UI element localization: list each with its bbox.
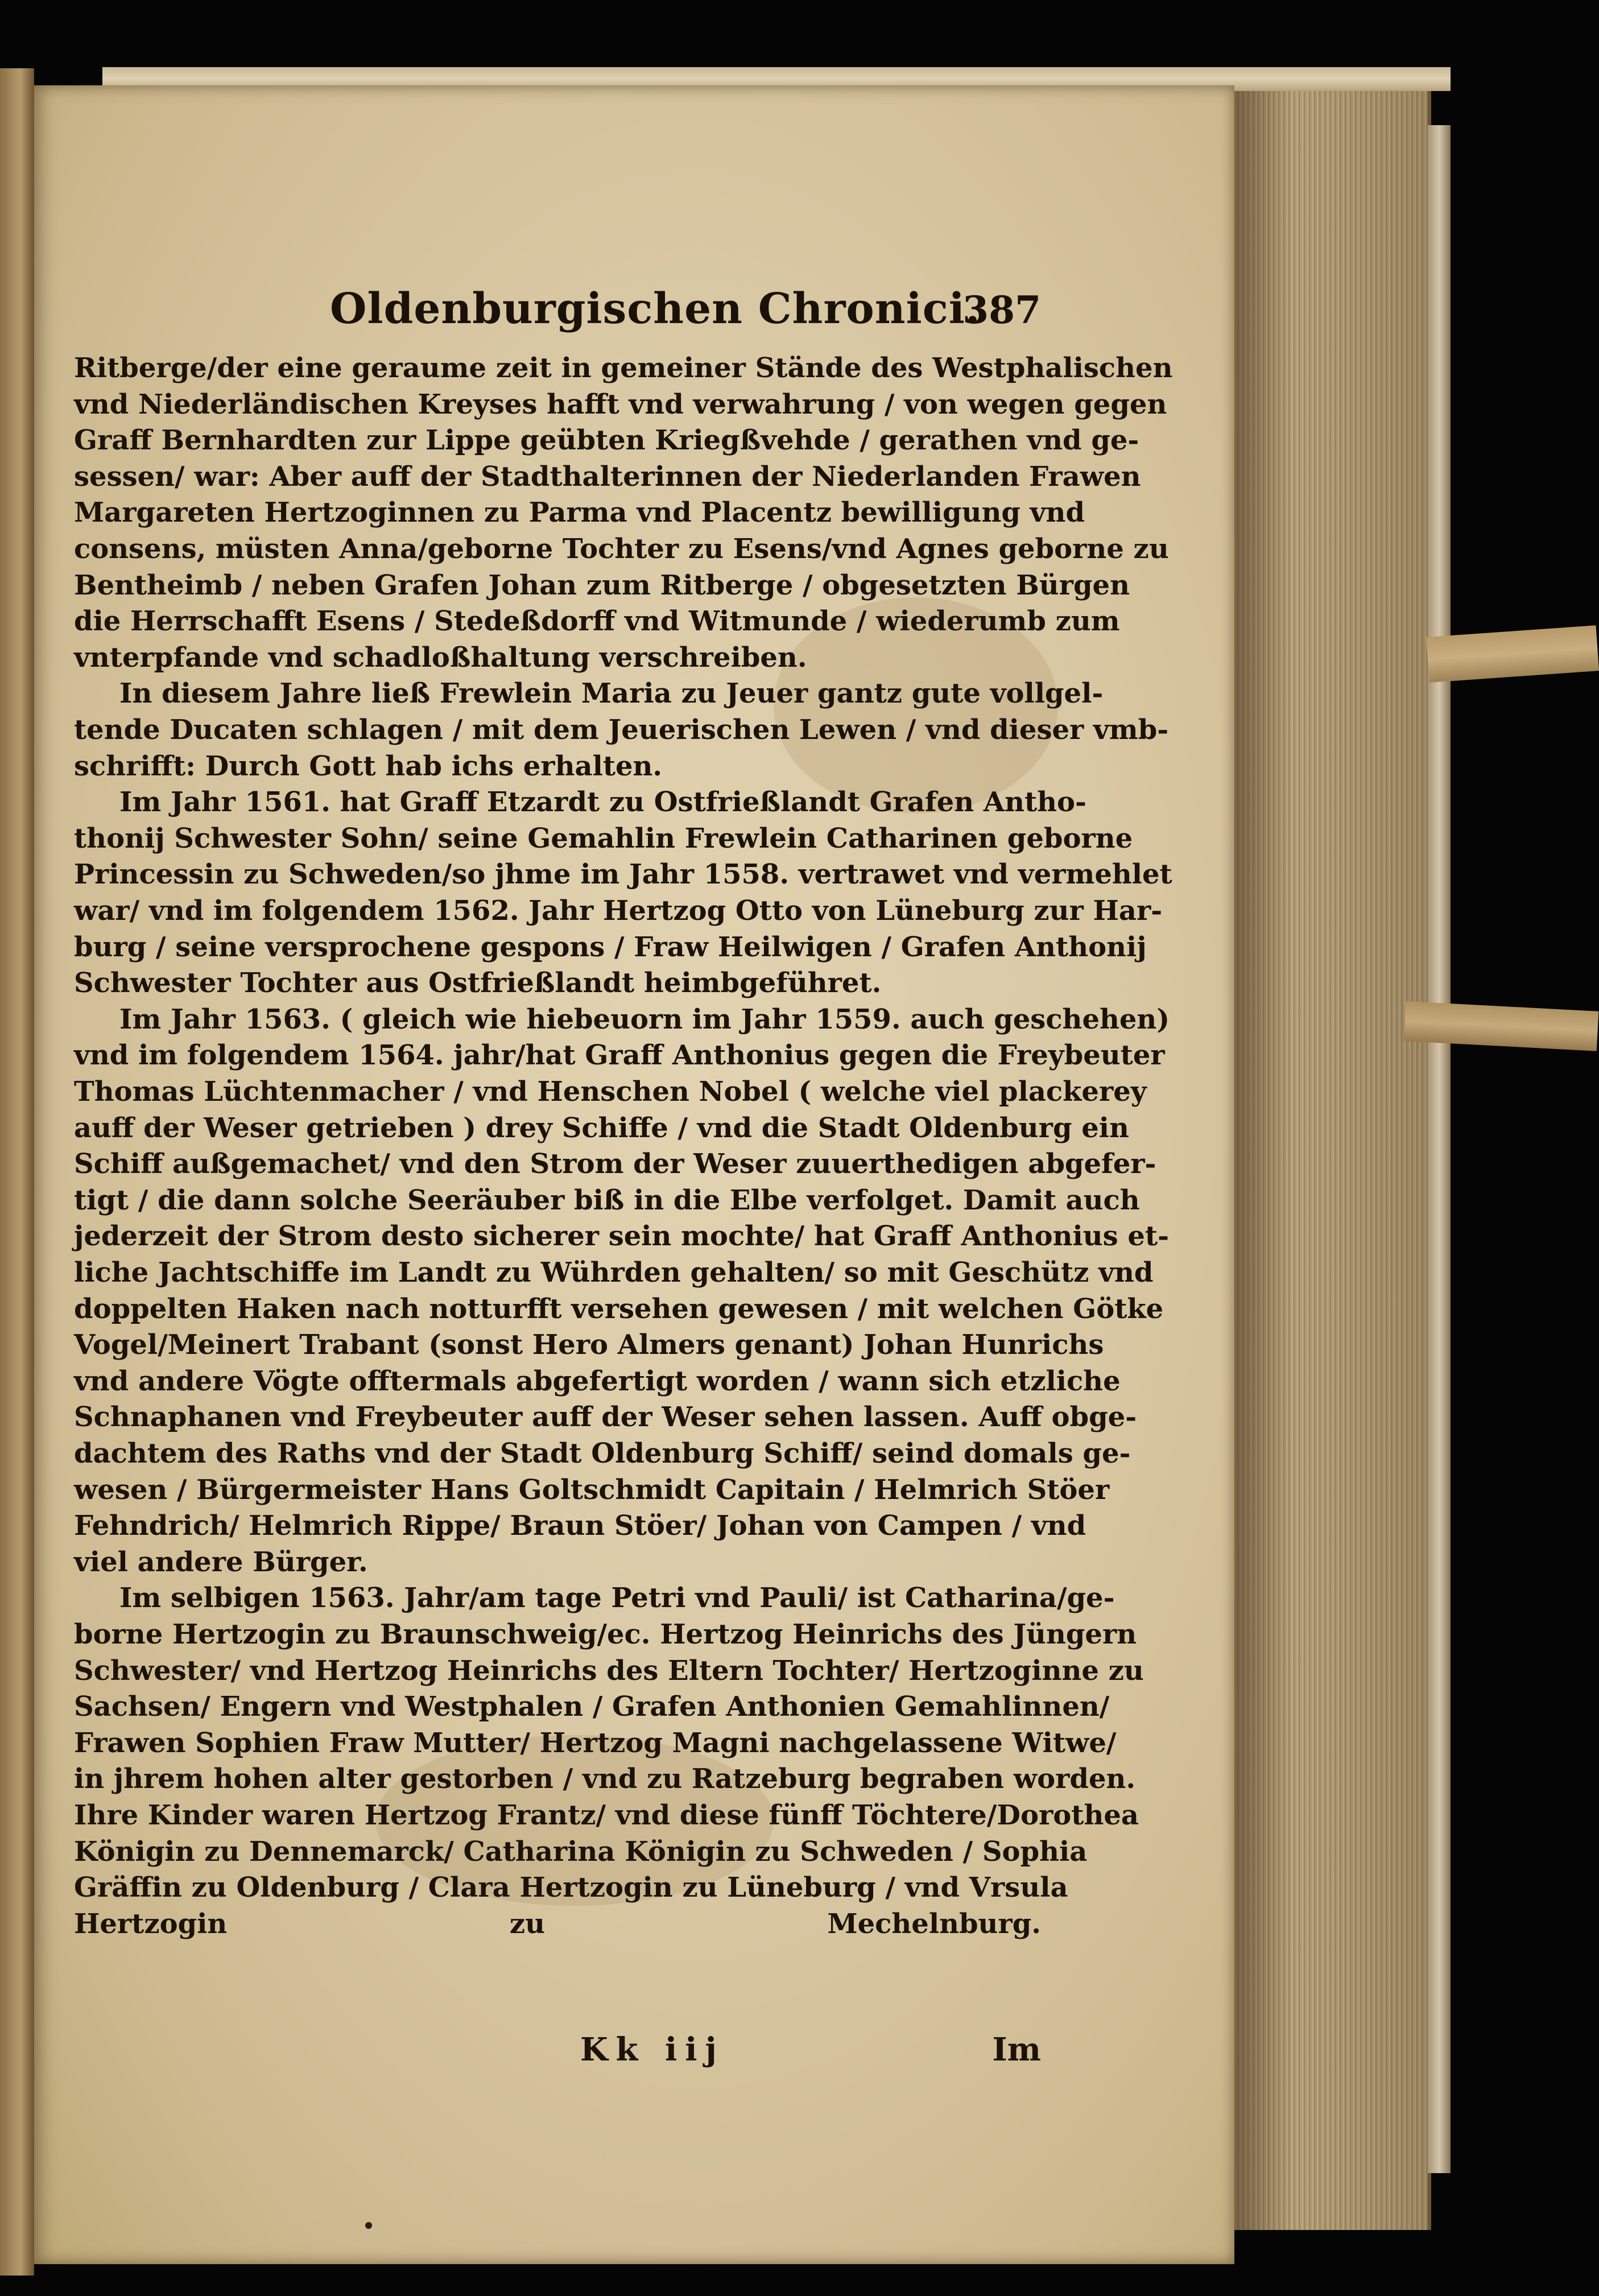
text-line: schrifft: Durch Gott hab ichs erhalten. — [74, 750, 663, 782]
text-line: wesen / Bürgermeister Hans Goltschmidt Capitain / Helmrich Stöer — [74, 1473, 1110, 1506]
bookmark-ribbon — [1426, 625, 1599, 683]
text-line: in jhrem hohen alter gestorben / vnd zu Ratzeburg begraben worden. — [74, 1763, 1136, 1795]
text-line: doppelten Haken nach notturfft versehen gewesen / mit welchen Götke — [74, 1292, 1164, 1325]
text-line: Gräffin zu Oldenburg / Clara Hertzogin zu Lüneburg / vnd Vrsula — [74, 1872, 1068, 1904]
text-line: Im Jahr 1561. hat Graff Etzardt zu Ostfrießlandt Grafen Antho- — [119, 786, 1086, 819]
text-line: Sachsen/ Engern vnd Westphalen / Grafen Anthonien Gemahlinnen/ — [74, 1691, 1110, 1723]
text-line: In diesem Jahre ließ Frewlein Maria zu Jeuer gantz gute vollgel- — [119, 678, 1104, 710]
text-line: vnd andere Vögte offtermals abgefertigt worden / wann sich etzliche — [74, 1365, 1121, 1397]
text-line: dachtem des Raths vnd der Stadt Oldenburg Schiff/ seind domals ge- — [74, 1438, 1131, 1469]
page-block-shading — [1234, 91, 1428, 2230]
text-line: Hertzogin zu Mechelnburg. — [74, 1907, 1041, 1940]
text-line: Fehndrich/ Helmrich Rippe/ Braun Stöer/ Johan von Campen / vnd — [74, 1510, 1086, 1542]
text-line: burg / seine versprochene gespons / Fraw Heilwigen / Grafen Anthonij — [74, 931, 1147, 963]
text-line: borne Hertzogin zu Braunschweig/ec. Hertzog Heinrichs des Jüngern — [74, 1618, 1137, 1650]
printed-page — [34, 85, 1234, 2264]
text-line: Schiff außgemachet/ vnd den Strom der Weser zuuerthedigen abgefer- — [74, 1148, 1156, 1180]
page-header — [330, 284, 1041, 347]
text-line: consens, müsten Anna/geborne Tochter zu Esens/vnd Agnes geborne zu — [74, 533, 1169, 565]
text-line: liche Jachtschiffe im Landt zu Wührden gehalten/ so mit Geschütz vnd — [74, 1257, 1154, 1289]
text-line: Graff Bernhardten zur Lippe geübten Kriegßvehde / gerathen vnd ge- — [74, 424, 1139, 457]
text-line: Im selbigen 1563. Jahr/am tage Petri vnd Pauli/ ist Catharina/ge- — [119, 1582, 1115, 1614]
catchword: Im — [992, 2031, 1041, 2068]
text-line: Bentheimb / neben Grafen Johan zum Ritberge / obgesetzten Bürgen — [74, 569, 1130, 601]
text-line: Ritberge/der eine geraume zeit in gemeiner Stände des Westphalischen — [74, 352, 1173, 384]
text-line: Schnaphanen vnd Freybeuter auff der Weser sehen lassen. Auff obge- — [74, 1401, 1137, 1434]
text-line: Ihre Kinder waren Hertzog Frantz/ vnd diese fünff Töchtere/Dorothea — [74, 1799, 1139, 1831]
cover-edge — [1428, 125, 1451, 2173]
text-line: vnd Niederländischen Kreyses hafft vnd verwahrung / von wegen gegen — [74, 388, 1167, 420]
text-line: war/ vnd im folgendem 1562. Jahr Hertzog Otto von Lüneburg zur Har- — [74, 895, 1163, 927]
text-line: Schwester/ vnd Hertzog Heinrichs des Eltern Tochter/ Hertzoginne zu — [74, 1654, 1144, 1687]
text-line: viel andere Bürger. — [74, 1546, 368, 1578]
signature-mark: Kk iij — [580, 2031, 725, 2068]
text-line: Princessin zu Schweden/so jhme im Jahr 1558. vertrawet vnd vermehlet — [74, 858, 1172, 891]
text-line: Königin zu Dennemarck/ Catharina Königin zu Schweden / Sophia — [74, 1835, 1088, 1868]
page-footer — [580, 2031, 1041, 2076]
text-line: auff der Weser getrieben ) drey Schiffe / vnd die Stadt Oldenburg ein — [74, 1112, 1129, 1144]
ink-speck — [365, 2222, 372, 2229]
text-line: jederzeit der Strom desto sicherer sein mochte/ hat Graff Anthonius et- — [74, 1220, 1170, 1253]
text-line: thonij Schwester Sohn/ seine Gemahlin Frewlein Catharinen geborne — [74, 822, 1133, 854]
text-line: Thomas Lüchtenmacher / vnd Henschen Nobel ( welche viel plackerey — [74, 1076, 1147, 1108]
text-line: Margareten Hertzoginnen zu Parma vnd Placentz bewilligung vnd — [74, 497, 1085, 529]
left-page-edge — [0, 68, 34, 2276]
text-line: vnterpfande vnd schadloßhaltung verschreiben. — [74, 641, 807, 674]
text-line: Schwester Tochter aus Ostfrießlandt heimbgeführet. — [74, 967, 882, 1000]
text-line: tigt / die dann solche Seeräuber biß in die Elbe verfolget. Damit auch — [74, 1184, 1140, 1216]
text-line: Im Jahr 1563. ( gleich wie hiebeuorn im Jahr 1559. auch geschehen) — [119, 1003, 1170, 1035]
text-line: sessen/ war: Aber auff der Stadthalterinnen der Niederlanden Frawen — [74, 460, 1141, 493]
text-line: tende Ducaten schlagen / mit dem Jeuerischen Lewen / vnd dieser vmb- — [74, 714, 1169, 746]
text-line: Vogel/Meinert Trabant (sonst Hero Almers genant) Johan Hunrichs — [74, 1329, 1104, 1361]
text-line: Frawen Sophien Fraw Mutter/ Hertzog Magni nachgelassene Witwe/ — [74, 1727, 1117, 1759]
page-number: 387 — [962, 288, 1041, 332]
text-line: die Herrschafft Esens / Stedeßdorff vnd Witmunde / wiederumb zum — [74, 605, 1120, 638]
running-head: Oldenburgischen Chronici. — [330, 284, 981, 333]
text-line: vnd im folgendem 1564. jahr/hat Graff Anthonius gegen die Freybeuter — [74, 1039, 1165, 1072]
